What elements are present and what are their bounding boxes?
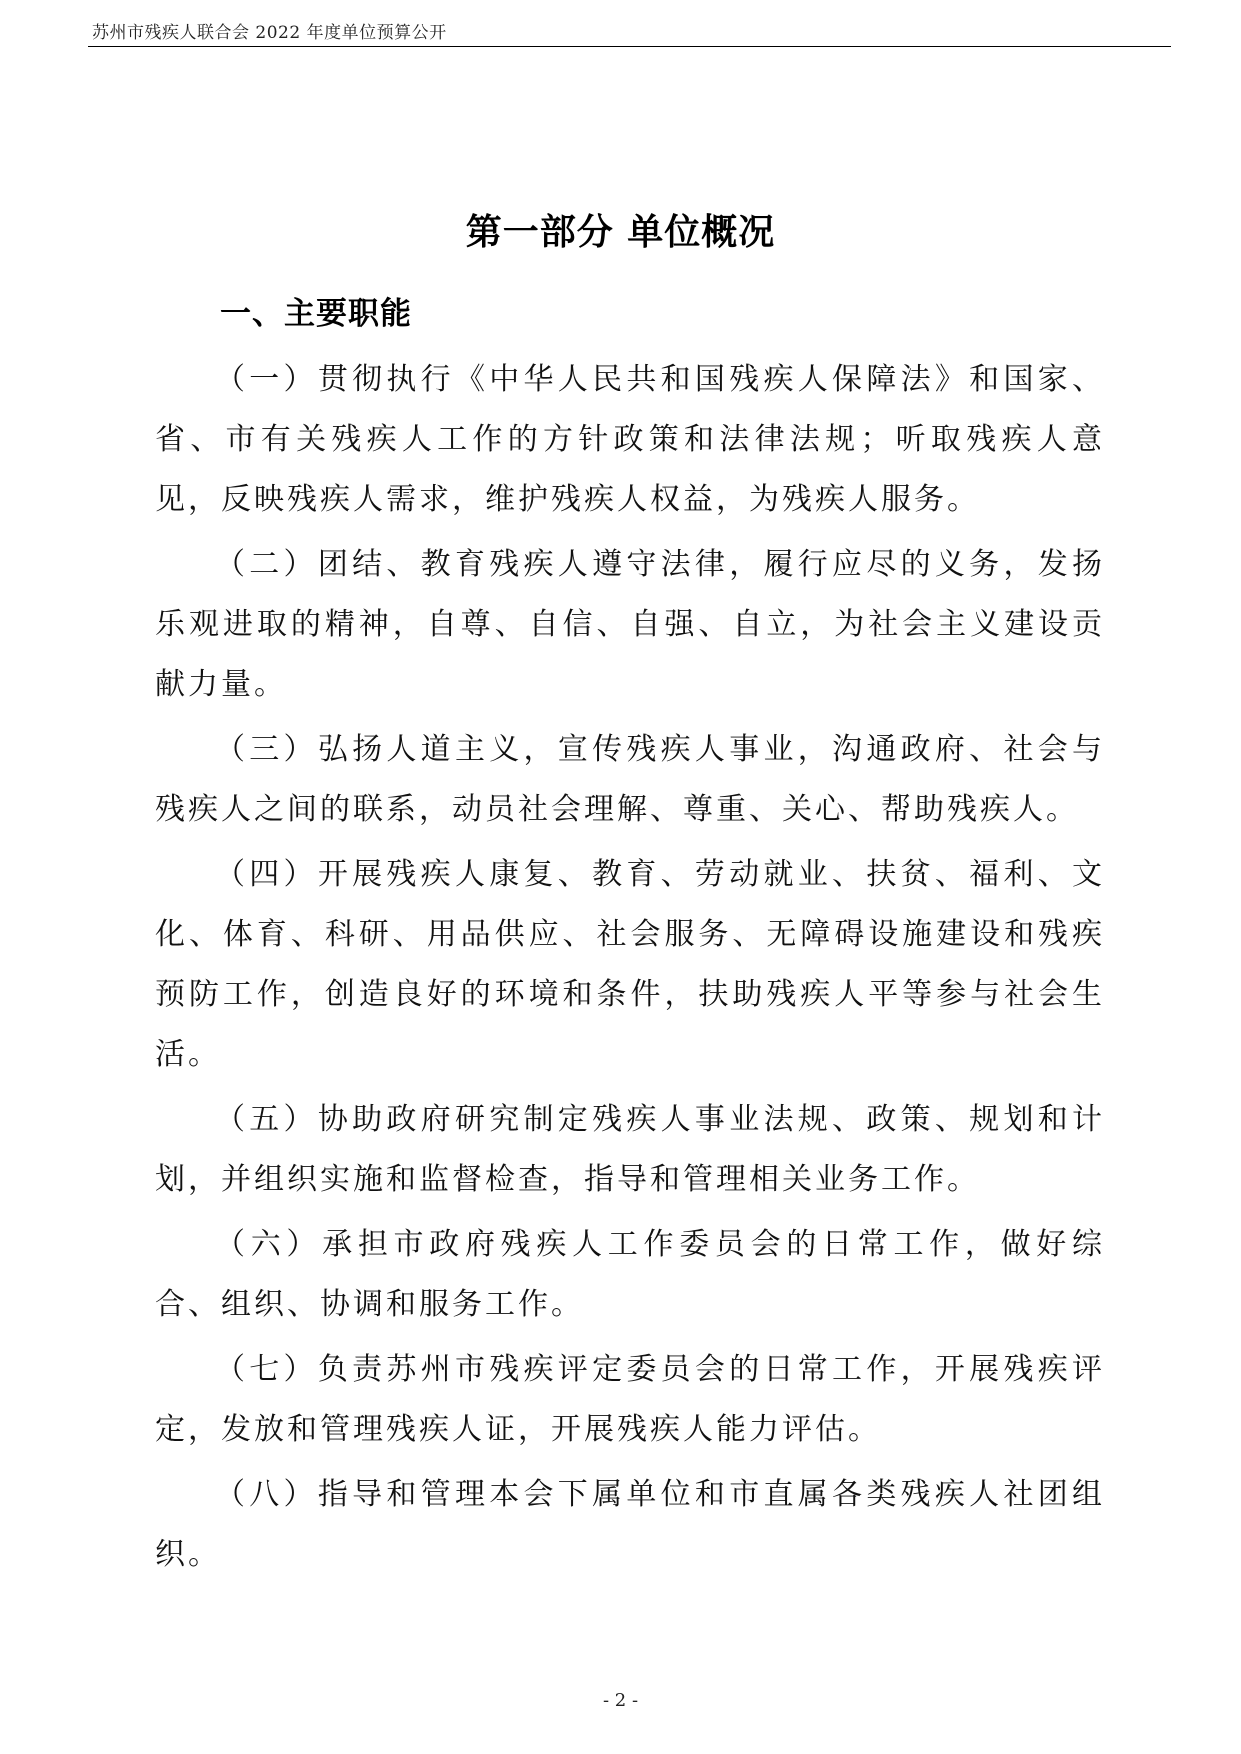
- paragraph-duty-1: （一）贯彻执行《中华人民共和国残疾人保障法》和国家、省、市有关残疾人工作的方针政策和法律法规；听取残疾人意见，反映残疾人需求，维护残疾人权益，为残疾人服务。: [155, 362, 1105, 517]
- paragraph-duty-8: （八）指导和管理本会下属单位和市直属各类残疾人社团组织。: [155, 1477, 1105, 1572]
- header-divider: [88, 46, 1171, 47]
- section-heading: 一、主要职能: [220, 296, 412, 332]
- running-header: 苏州市残疾人联合会 2022 年度单位预算公开: [92, 23, 447, 43]
- paragraph-duty-3: （三）弘扬人道主义，宣传残疾人事业，沟通政府、社会与残疾人之间的联系，动员社会理解、尊重、关心、帮助残疾人。: [155, 732, 1105, 827]
- paragraph-duty-4: （四）开展残疾人康复、教育、劳动就业、扶贫、福利、文化、体育、科研、用品供应、社会服务、无障碍设施建设和残疾预防工作，创造良好的环境和条件，扶助残疾人平等参与社会生活。: [155, 857, 1105, 1072]
- body-text: [155, 350, 1105, 1585]
- page-title: 第一部分 单位概况: [465, 212, 776, 253]
- paragraph-duty-5: （五）协助政府研究制定残疾人事业法规、政策、规划和计划，并组织实施和监督检查，指导和管理相关业务工作。: [155, 1102, 1105, 1197]
- paragraph-duty-2: （二）团结、教育残疾人遵守法律，履行应尽的义务，发扬乐观进取的精神，自尊、自信、自强、自立，为社会主义建设贡献力量。: [155, 547, 1105, 702]
- paragraph-duty-6: （六）承担市政府残疾人工作委员会的日常工作，做好综合、组织、协调和服务工作。: [155, 1227, 1105, 1322]
- page-number: - 2 -: [602, 1690, 639, 1711]
- paragraph-duty-7: （七）负责苏州市残疾评定委员会的日常工作，开展残疾评定，发放和管理残疾人证，开展残疾人能力评估。: [155, 1352, 1105, 1447]
